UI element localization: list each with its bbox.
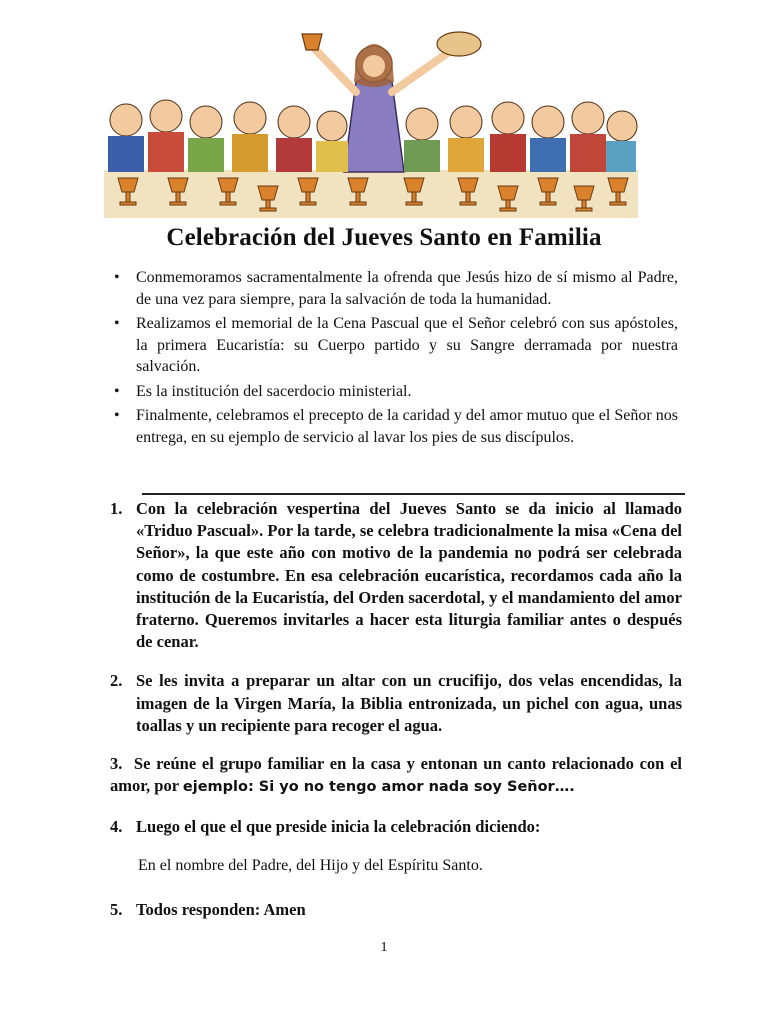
document-title: Celebración del Jueves Santo en Familia — [166, 224, 602, 251]
intro-bullet-list — [112, 267, 678, 451]
step-text: Todos responden: Amen — [136, 899, 306, 919]
step-number: 3. — [110, 754, 123, 774]
bullet-item — [112, 267, 678, 310]
bullet-icon: • — [114, 382, 120, 400]
bread-icon — [437, 32, 481, 56]
invocation-text: En el nombre del Padre, del Hijo y del Espíritu Santo. — [138, 856, 483, 874]
bullet-text: Realizamos el memorial de la Cena Pascual que el Señor celebró con sus apóstoles, la primera Eucaristía: su Cuerpo partido y su Sangre derramada por nuestra salvación. — [136, 315, 678, 375]
step-item — [110, 899, 682, 921]
song-example: ejemplo: Si yo no tengo amor nada soy Señor…. — [182, 779, 575, 796]
step-number: 5. — [110, 899, 123, 919]
page-number: 1 — [380, 940, 388, 955]
step-number: 4. — [110, 817, 123, 837]
table — [104, 170, 638, 218]
bullet-text: Finalmente, celebramos el precepto de la caridad y del amor mutuo que el Señor nos entrega, en su ejemplo de servicio al lavar los pies de sus discípulos. — [136, 407, 678, 446]
step-item — [110, 670, 682, 737]
step-text: Con la celebración vespertina del Jueves Santo se da inicio al llamado «Triduo Pascual». Por la tarde, se celebra tradicionalmente la misa «Cena del Señor», la que este año con motivo de la pandemia no podrá ser celebrada como de costumbre. En esa celebración eucarística, recordamos cada año la institución de la Eucaristía, del Orden sacerdotal, y el mandamiento del amor fraterno. Queremos invitarles a hacer esta liturgia familiar antes o después de cenar. — [136, 499, 682, 652]
section-divider — [142, 493, 685, 495]
step-item — [110, 816, 682, 838]
last-supper-illustration — [104, 22, 638, 218]
bullet-text: Conmemoramos sacramentalmente la ofrenda que Jesús hizo de sí mismo al Padre, de una vez para siempre, para la salvación de toda la humanidad. — [136, 269, 678, 308]
bullet-icon: • — [114, 407, 120, 424]
steps-list — [110, 498, 682, 921]
step-text: Se les invita a preparar un altar con un crucifijo, dos velas encendidas, la imagen de la Virgen María, la Biblia entronizada, un pichel con agua, unas toallas y un recipiente para recoger el agua. — [136, 671, 682, 735]
step-number: 1. — [110, 499, 123, 518]
last-supper-drawing — [104, 22, 638, 218]
bullet-item — [112, 313, 678, 378]
bullet-icon: • — [114, 269, 120, 286]
step-item — [110, 498, 682, 653]
step-text: Luego el que el que preside inicia la celebración diciendo: — [136, 817, 541, 837]
bullet-text: Es la institución del sacerdocio ministerial. — [136, 382, 412, 400]
step-item — [110, 753, 682, 798]
bullet-icon: • — [114, 315, 120, 332]
bullet-item — [112, 405, 678, 448]
chalice-icon — [302, 34, 322, 50]
step-text: Se reúne el grupo familiar en la casa y entonan un canto relacionado con el amor, por — [110, 754, 682, 796]
bullet-item — [112, 381, 678, 403]
step-number: 2. — [110, 671, 123, 691]
